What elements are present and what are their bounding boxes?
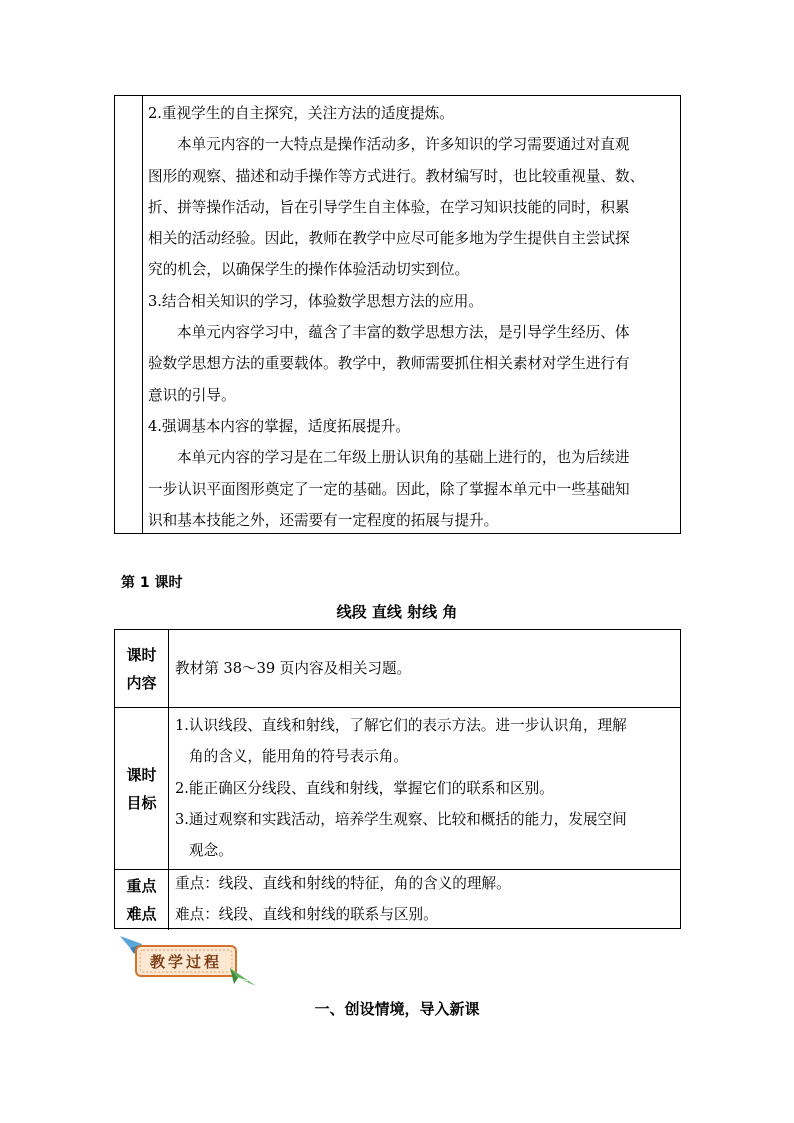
point-heading-3: 3.结合相关知识的学习，体验数学思想方法的应用。 (148, 292, 483, 310)
lesson-info-table (114, 629, 681, 929)
row-body-key (175, 868, 674, 931)
continuation-content (148, 98, 674, 536)
point-heading-4: 4.强调基本内容的掌握，适度拓展提升。 (148, 417, 411, 435)
row-body-goals (175, 710, 674, 866)
row-head-content (115, 630, 169, 707)
goal-line: 2.能正确区分线段、直线和射线，掌握它们的联系和区别。 (175, 779, 554, 797)
paragraph-line: 意识的引导。 (148, 386, 236, 404)
content-text: 教材第 38～39 页内容及相关习题。 (175, 660, 412, 677)
goal-line: 1.认识线段、直线和射线，了解它们的表示方法。进一步认识角，理解 (175, 717, 627, 734)
paragraph-line: 折、拼等操作活动，旨在引导学生自主体验，在学习知识技能的同时，积累 (148, 198, 630, 216)
row-body-content (175, 653, 674, 684)
key-points-text: 重点：线段、直线和射线的特征，角的含义的理解。 (175, 875, 511, 892)
continuation-label-column (115, 96, 143, 533)
head-text: 课时 (126, 765, 157, 784)
continuation-table (114, 95, 681, 534)
row-key-points (115, 870, 680, 930)
teaching-process-badge (118, 934, 258, 990)
paragraph-line: 本单元内容的一大特点是操作活动多，许多知识的学习需要通过对直观 (177, 136, 630, 154)
paragraph-line: 究的机会，以确保学生的操作体验活动切实到位。 (148, 261, 470, 279)
paragraph-line: 本单元内容学习中，蕴含了丰富的数学思想方法，是引导学生经历、体 (177, 324, 630, 342)
goal-line: 观念。 (189, 842, 233, 860)
head-text: 目标 (126, 793, 157, 812)
goal-line: 角的含义，能用角的符号表示角。 (189, 748, 408, 766)
badge-text: 教学过程 (149, 953, 223, 971)
head-text: 内容 (126, 673, 157, 692)
paragraph-line: 相关的活动经验。因此，教师在教学中应尽可能多地为学生提供自主尝试探 (148, 230, 630, 248)
row-lesson-content (115, 630, 680, 708)
row-head-goals (115, 708, 169, 869)
head-text: 难点 (126, 905, 157, 923)
row-head-key (115, 870, 169, 930)
head-text: 重点 (126, 877, 157, 895)
paragraph-line: 图形的观察、描述和动手操作等方式进行。教材编写时，也比较重视量、数、 (148, 167, 645, 185)
section-heading: 一、创设情境，导入新课 (314, 1000, 480, 1018)
paragraph-line: 验数学思想方法的重要载体。教学中，教师需要抓住相关素材对学生进行有 (148, 355, 630, 373)
point-heading-2: 2.重视学生的自主探究，关注方法的适度提炼。 (148, 105, 454, 122)
goal-line: 3.通过观察和实践活动，培养学生观察、比较和概括的能力，发展空间 (175, 810, 627, 828)
lesson-title: 线段 直线 射线 角 (336, 603, 458, 621)
paragraph-line: 一步认识平面图形奠定了一定的基础。因此，除了掌握本单元中一些基础知 (148, 480, 630, 498)
paragraph-line: 本单元内容的学习是在二年级上册认识角的基础上进行的，也为后续进 (177, 449, 630, 467)
difficulties-text: 难点：线段、直线和射线的联系与区别。 (175, 906, 438, 924)
head-text: 课时 (126, 645, 157, 664)
row-lesson-goals (115, 708, 680, 870)
paragraph-line: 识和基本技能之外，还需要有一定程度的拓展与提升。 (148, 511, 499, 529)
lesson-number-label: 第 1 课时 (121, 575, 183, 591)
